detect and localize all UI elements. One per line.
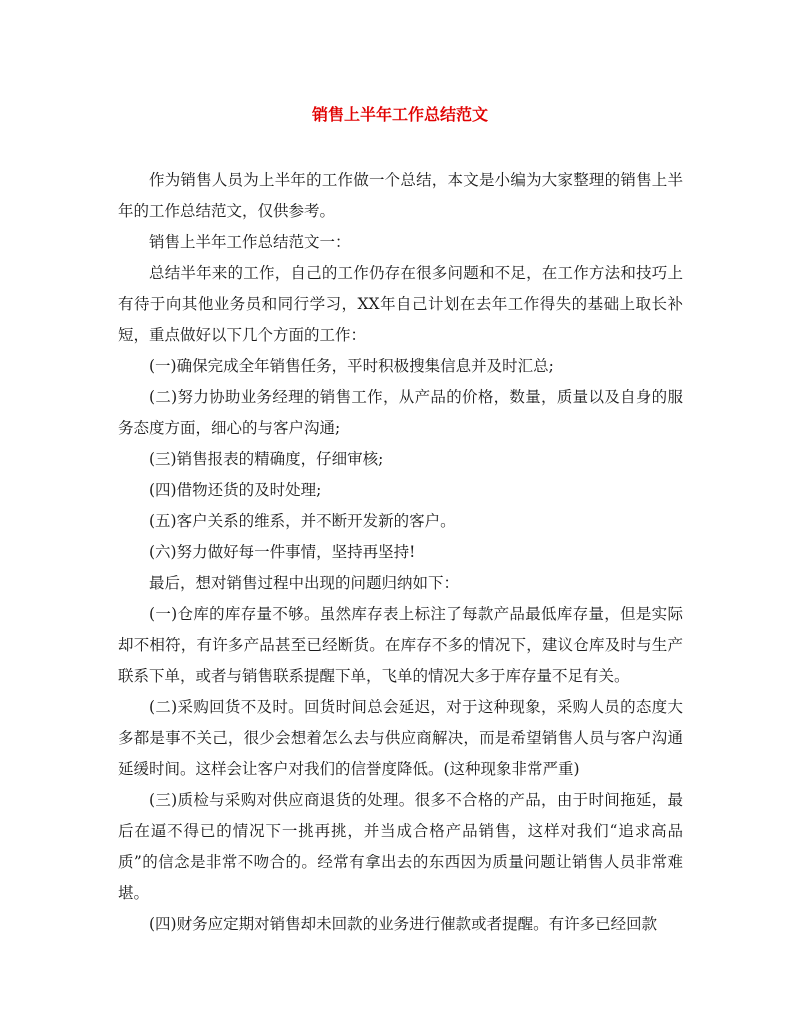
paragraph: (四)财务应定期对销售却未回款的业务进行催款或者提醒。有许多已经回款: [149, 915, 658, 933]
paragraph: 作为销售人员为上半年的工作做一个总结，本文是小编为大家整理的销售上半年的工作总结范文，仅供参考。: [118, 171, 683, 220]
paragraph: 销售上半年工作总结范文一：: [149, 233, 351, 251]
paragraph: (一)仓库的库存量不够。虽然库存表上标注了每款产品最低库存量，但是实际却不相符，有许多产品甚至已经断货。在库存不多的情况下，建议仓库及时与生产联系下单，或者与销售联系提醒下单，飞单的情况大多于库存量不足有关。: [118, 605, 683, 685]
paragraph: (四)借物还货的及时处理;: [149, 481, 322, 499]
paragraph: (一)确保完成全年销售任务，平时积极搜集信息并及时汇总;: [149, 357, 554, 375]
document-body: [118, 165, 683, 940]
paragraph: 最后，想对销售过程中出现的问题归纳如下：: [149, 574, 460, 592]
paragraph: (六)努力做好每一件事情，坚持再坚持!: [149, 543, 416, 561]
paragraph: 总结半年来的工作，自己的工作仍存在很多问题和不足，在工作方法和技巧上有待于向其他业务员和同行学习，XX年自己计划在去年工作得失的基础上取长补短，重点做好以下几个方面的工作：: [118, 264, 683, 344]
paragraph: (三)质检与采购对供应商退货的处理。很多不合格的产品，由于时间拖延，最后在逼不得已的情况下一挑再挑，并当成合格产品销售，这样对我们“追求高品质”的信念是非常不吻合的。经常有拿出去的东西因为质量问题让销售人员非常难堪。: [118, 791, 683, 902]
paragraph: (二)采购回货不及时。回货时间总会延迟，对于这种现象，采购人员的态度大多都是事不关己，很少会想着怎么去与供应商解决，而是希望销售人员与客户沟通延缓时间。这样会让客户对我们的信誉度降低。(这种现象非常严重): [118, 698, 683, 778]
paragraph: (二)努力协助业务经理的销售工作，从产品的价格，数量，质量以及自身的服务态度方面，细心的与客户沟通;: [118, 388, 683, 437]
paragraph: (五)客户关系的维系，并不断开发新的客户。: [149, 512, 456, 530]
document-title: 销售上半年工作总结范文: [311, 105, 488, 124]
paragraph: (三)销售报表的精确度，仔细审核;: [149, 450, 384, 468]
